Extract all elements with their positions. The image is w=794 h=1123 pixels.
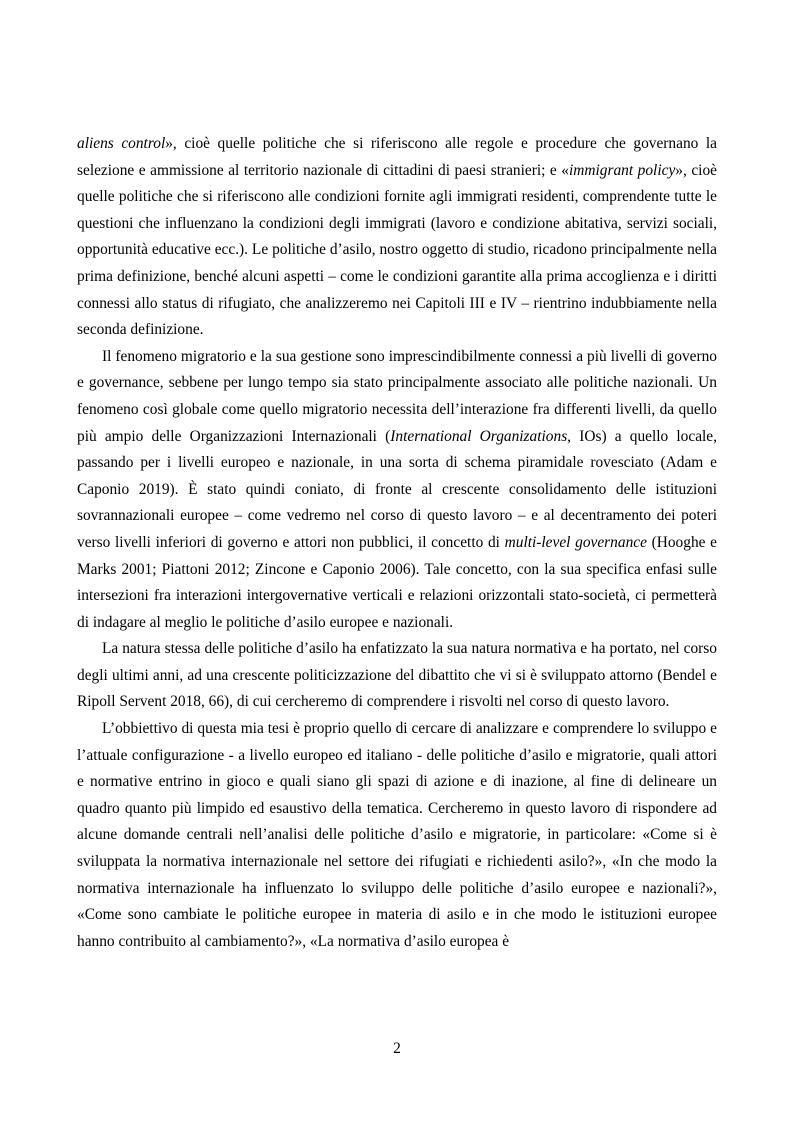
text-italic: aliens control: [77, 135, 166, 152]
text-segment: La natura stessa delle politiche d’asilo ha enfatizzato la sua natura normativa e ha portato, nel corso degli ultimi anni, ad una crescente politicizzazione del dibattito che vi si è sviluppato attorno (Bendel e Ripoll Servent 2018, 66), di cui cercheremo di comprendere i risvolti nel corso di questo lavoro.: [77, 640, 717, 711]
text-segment: (Hooghe e Marks 2001; Piattoni 2012; Zincone e Caponio 2006). Tale concetto, con la sua specifica enfasi sulle intersezioni fra interazioni intergovernative verticali e relazioni orizzontali stato-società, ci permetterà di indagare al meglio le politiche d’asilo europee e nazionali.: [77, 533, 717, 631]
text-italic: immigrant policy: [569, 161, 676, 179]
text-italic: multi-level governance: [504, 533, 647, 551]
text-segment: », cioè quelle politiche che si riferiscono alle regole e procedure che governano la selezione e ammissione al territorio nazionale di cittadini di paesi stranieri; e «: [77, 135, 718, 179]
paragraph-2: [77, 344, 717, 637]
paragraph-3: [77, 636, 717, 716]
text-segment: », cioè quelle politiche che si riferiscono alle condizioni fornite agli immigrati residenti, comprendente tutte le questioni che influenzano la condizioni degli immigrati (lavoro e condizione abitativa, servizi sociali, opportunità educative ecc.). Le politiche d’asilo, nostro oggetto di studio, ricadono principalmente nella prima definizione, benché alcuni aspetti – come le condizioni garantite alla prima accoglienza e i diritti connessi allo status di rifugiato, che analizzeremo nei Capitoli III e IV – rientrino indubbiamente nella seconda definizione.: [77, 161, 717, 339]
page-number: 2: [393, 1040, 401, 1057]
paragraph-4: [77, 716, 717, 955]
text-segment: Il fenomeno migratorio e la sua gestione sono imprescindibilmente connessi a più livelli di governo e governance, sebbene per lungo tempo sia stato principalmente associato alle politiche nazionali. Un fenomeno così globale come quello migratorio necessita dell’interazione fra differenti livelli, da quello più ampio delle Organizzazioni Internazionali (: [77, 347, 717, 445]
text-segment: L’obbiettivo di questa mia tesi è proprio quello di cercare di analizzare e comprendere lo sviluppo e l’attuale configurazione - a livello europeo ed italiano - delle politiche d’asilo e migratorie, quali attori e normative entrino in gioco e quali siano gli spazi di azione e di inazione, al fine di delineare un quadro quanto più limpido ed esaustivo della tematica. Cercheremo in questo lavoro di rispondere ad alcune domande centrali nell’analisi delle politiche d’asilo e migratorie, in particolare: «Come si è sviluppata la normativa internazionale nel settore dei rifugiati e richiedenti asilo?», «In che modo la normativa internazionale ha influenzato lo sviluppo delle politiche d’asilo europee e nazionali?», «Come sono cambiate le politiche europee in materia di asilo e in che modo le istituzioni europee hanno contribuito al cambiamento?», «La normativa d’asilo europea è: [77, 720, 717, 950]
text-italic: International Organizations,: [390, 427, 572, 445]
document-body: [77, 131, 717, 955]
text-segment: IOs) a quello locale, passando per i livelli europeo e nazionale, in una sorta di schema piramidale rovesciato (Adam e Caponio 2019). È stato quindi coniato, di fronte al crescente consolidamento delle istituzioni sovrannazionali europee – come vedremo nel corso di questo lavoro – e al decentramento dei poteri verso livelli inferiori di governo e attori non pubblici, il concetto di: [77, 427, 717, 551]
paragraph-1: [77, 131, 717, 344]
